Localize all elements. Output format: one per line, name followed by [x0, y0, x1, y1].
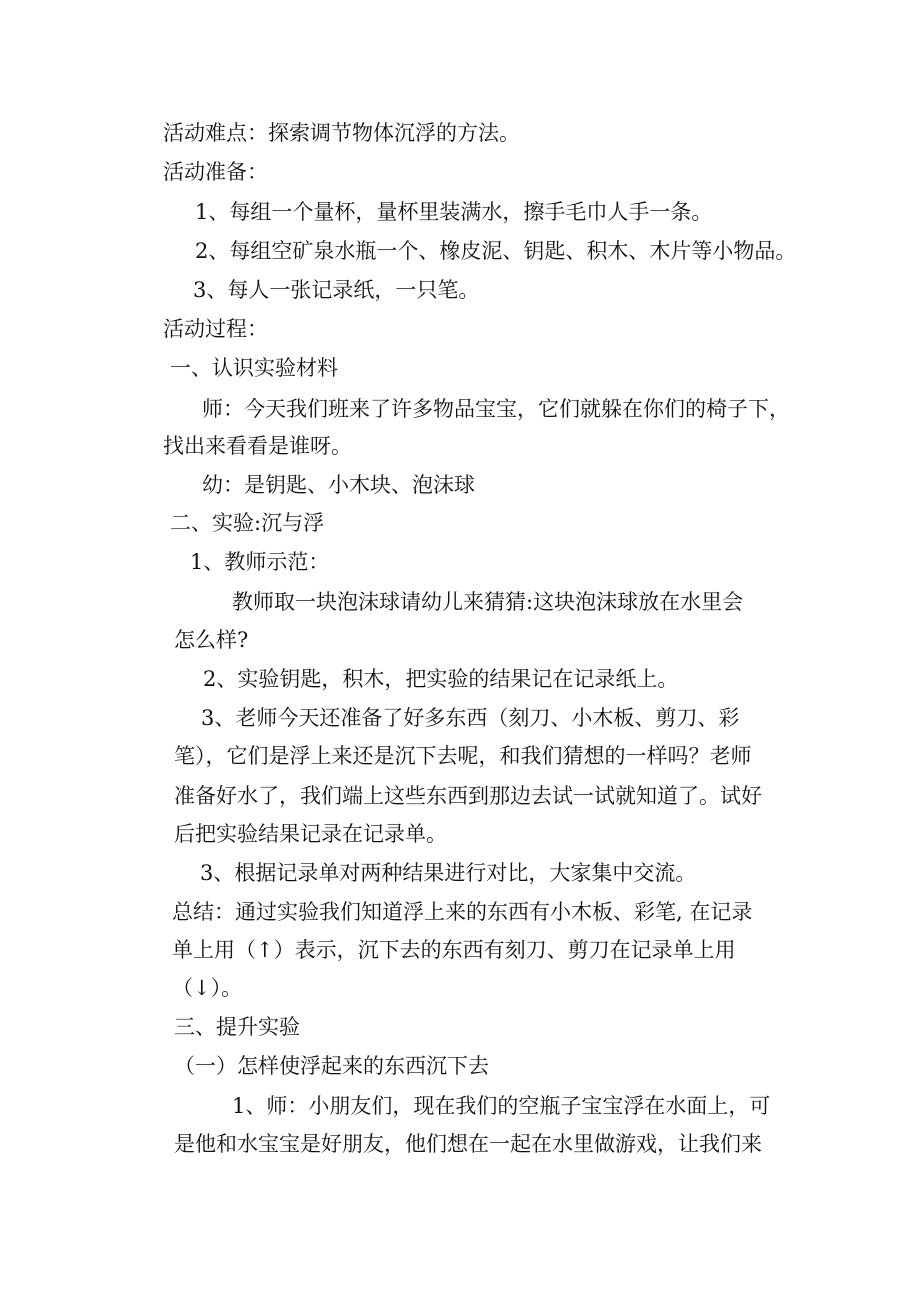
text-line: 三、提升实验 [174, 1015, 300, 1039]
text-line: 活动过程： [163, 317, 268, 341]
text-line: 笔），它们是浮上来还是沉下去呢，和我们猜想的一样吗？老师 [174, 744, 752, 768]
text-line: 后把实验结果记录在记录单。 [174, 822, 447, 846]
text-line: （↓）。 [172, 976, 243, 1000]
text-line: 2、实验钥匙，积木，把实验的结果记在记录纸上。 [203, 667, 679, 691]
text-line: 幼：是钥匙、小木块、泡沫球 [202, 473, 475, 497]
text-line: 活动难点：探索调节物体沉浮的方法。 [163, 121, 520, 145]
text-line: 一、认识实验材料 [170, 356, 338, 380]
text-line: 2、每组空矿泉水瓶一个、橡皮泥、钥匙、积木、木片等小物品。 [195, 239, 797, 263]
text-line: 二、实验:沉与浮 [170, 511, 325, 535]
text-line: 1、每组一个量杯，量杯里装满水，擦手毛巾人手一条。 [195, 200, 713, 224]
text-line: 师：今天我们班来了许多物品宝宝，它们就躲在你们的椅子下， [202, 397, 790, 421]
text-line: 总结：通过实验我们知道浮上来的东西有小木板、彩笔, 在记录 [172, 900, 753, 924]
text-line: 教师取一块泡沫球请幼儿来猜猜:这块泡沫球放在水里会 [232, 590, 744, 614]
text-line: 准备好水了，我们端上这些东西到那边去试一试就知道了。试好 [174, 784, 762, 808]
text-line: 1、师：小朋友们，现在我们的空瓶子宝宝浮在水面上，可 [232, 1094, 771, 1118]
text-line: 找出来看看是谁呀。 [163, 434, 352, 458]
text-line: 1、教师示范： [190, 550, 330, 574]
text-line: 活动准备： [163, 160, 268, 184]
text-line: 是他和水宝宝是好朋友，他们想在一起在水里做游戏，让我们来 [174, 1132, 762, 1156]
text-line: （一）怎样使浮起来的东西沉下去 [174, 1054, 489, 1078]
text-line: 单上用（↑）表示，沉下去的东西有刻刀、剪刀在记录单上用 [172, 938, 736, 962]
text-line: 怎么样? [174, 628, 249, 652]
text-line: 3、老师今天还准备了好多东西（刻刀、小木板、剪刀、彩 [201, 706, 740, 730]
text-line: 3、根据记录单对两种结果进行对比，大家集中交流。 [200, 861, 697, 885]
text-line: 3、每人一张记录纸，一只笔。 [193, 278, 480, 302]
